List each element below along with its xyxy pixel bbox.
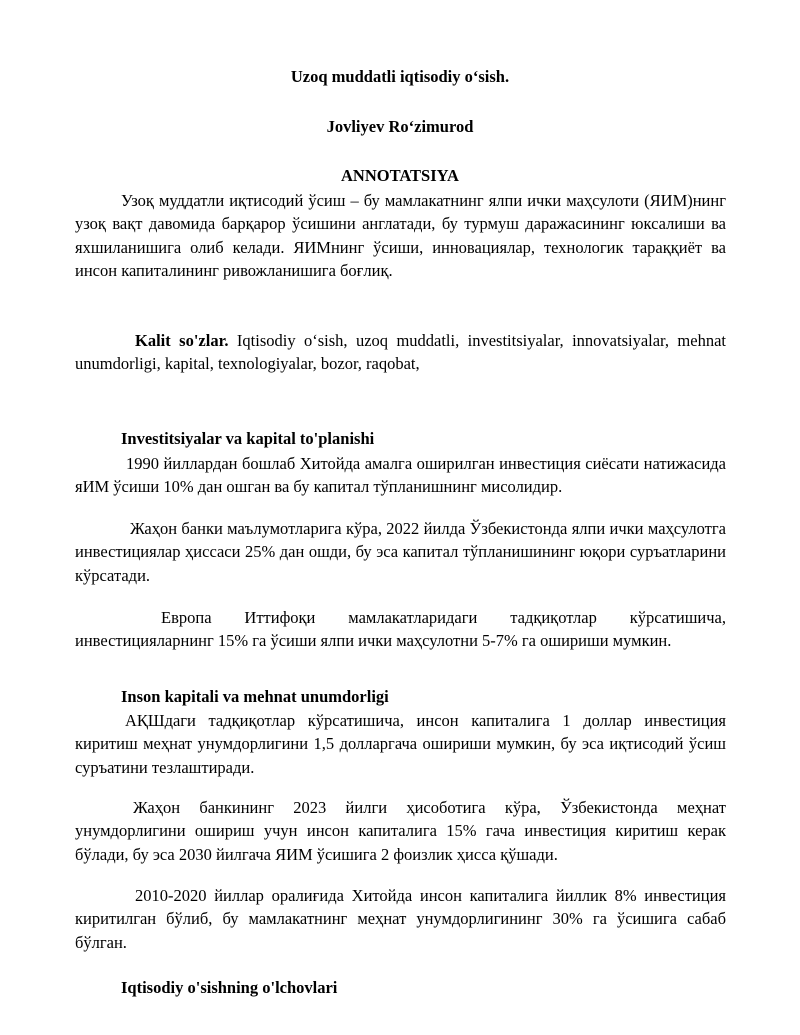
section-paragraph: Жаҳон банки маълумотларига кўра, 2022 йилда Ўзбекистонда ялпи ички маҳсулотга инвестициялар ҳиссаси 25% дан ошди, бу эса капитал тўпланишининг юқори суръатларини кўрсатади. xyxy=(75,519,726,585)
section-paragraph: Европа Иттифоқи мамлакатларидаги тадқиқотлар кўрсатишича, инвестицияларнинг 15% га ўсиши ялпи ички маҳсулотни 5-7% га ошириши мумкин. xyxy=(75,608,726,651)
document-title: Uzoq muddatli iqtisodiy o‘sish. xyxy=(290,67,510,86)
keywords-label: Kalit so'zlar. xyxy=(135,331,229,350)
annotation-paragraph: Узоқ муддатли иқтисодий ўсиш – бу мамлакатнинг ялпи ички маҳсулоти (ЯИМ)нинг узоқ вақт давомида барқарор ўсишини англатади, бу турмуш даражасининг юксалиши ва яхшиланишига олиб келади. ЯИМнинг ўсиши, инновациялар, технологик тараққиёт ва инсон капиталининг ривожланишига боғлиқ. xyxy=(75,191,726,280)
section-heading-growth-measures: Iqtisodiy o'sishning o'lchovlari xyxy=(121,978,338,997)
section-paragraph: АҚШдаги тадқиқотлар кўрсатишича, инсон капиталига 1 доллар инвестиция киритиш меҳнат унумдорлигини 1,5 долларгача ошириши мумкин, бу эса иқтисодий ўсиш суръатини тезлаштиради. xyxy=(75,711,726,777)
annotation-heading: ANNOTATSIYA xyxy=(341,166,459,185)
section-paragraph: 2010-2020 йиллар оралиғида Хитойда инсон капиталига йиллик 8% инвестиция киритилган бўлиб, бу мамлакатнинг меҳнат унумдорлигининг 30% га ўсишига сабаб бўлган. xyxy=(75,886,726,952)
document-author: Jovliyev Ro‘zimurod xyxy=(326,117,474,136)
keywords-text: Iqtisodiy o‘sish, uzoq muddatli, investitsiyalar, innovatsiyalar, mehnat unumdorligi, kapital, texnologiyalar, bozor, raqobat, xyxy=(75,331,726,374)
keywords-paragraph xyxy=(75,329,726,376)
section-paragraph: Жаҳон банкининг 2023 йилги ҳисоботига кўра, Ўзбекистонда меҳнат унумдорлигини ошириш учун инсон капиталига 15% гача инвестиция киритиш керак бўлади, бу эса 2030 йилгача ЯИМ ўсишига 2 фоизлик ҳисса қўшади. xyxy=(75,798,726,864)
section-heading-investments: Investitsiyalar va kapital to'planishi xyxy=(121,429,375,448)
section-heading-human-capital: Inson kapitali va mehnat unumdorligi xyxy=(121,687,389,706)
section-paragraph: 1990 йиллардан бошлаб Хитойда амалга оширилган инвестиция сиёсати натижасида яИМ ўсиши 10% дан ошган ва бу капитал тўпланишнинг мисолидир. xyxy=(75,454,726,497)
